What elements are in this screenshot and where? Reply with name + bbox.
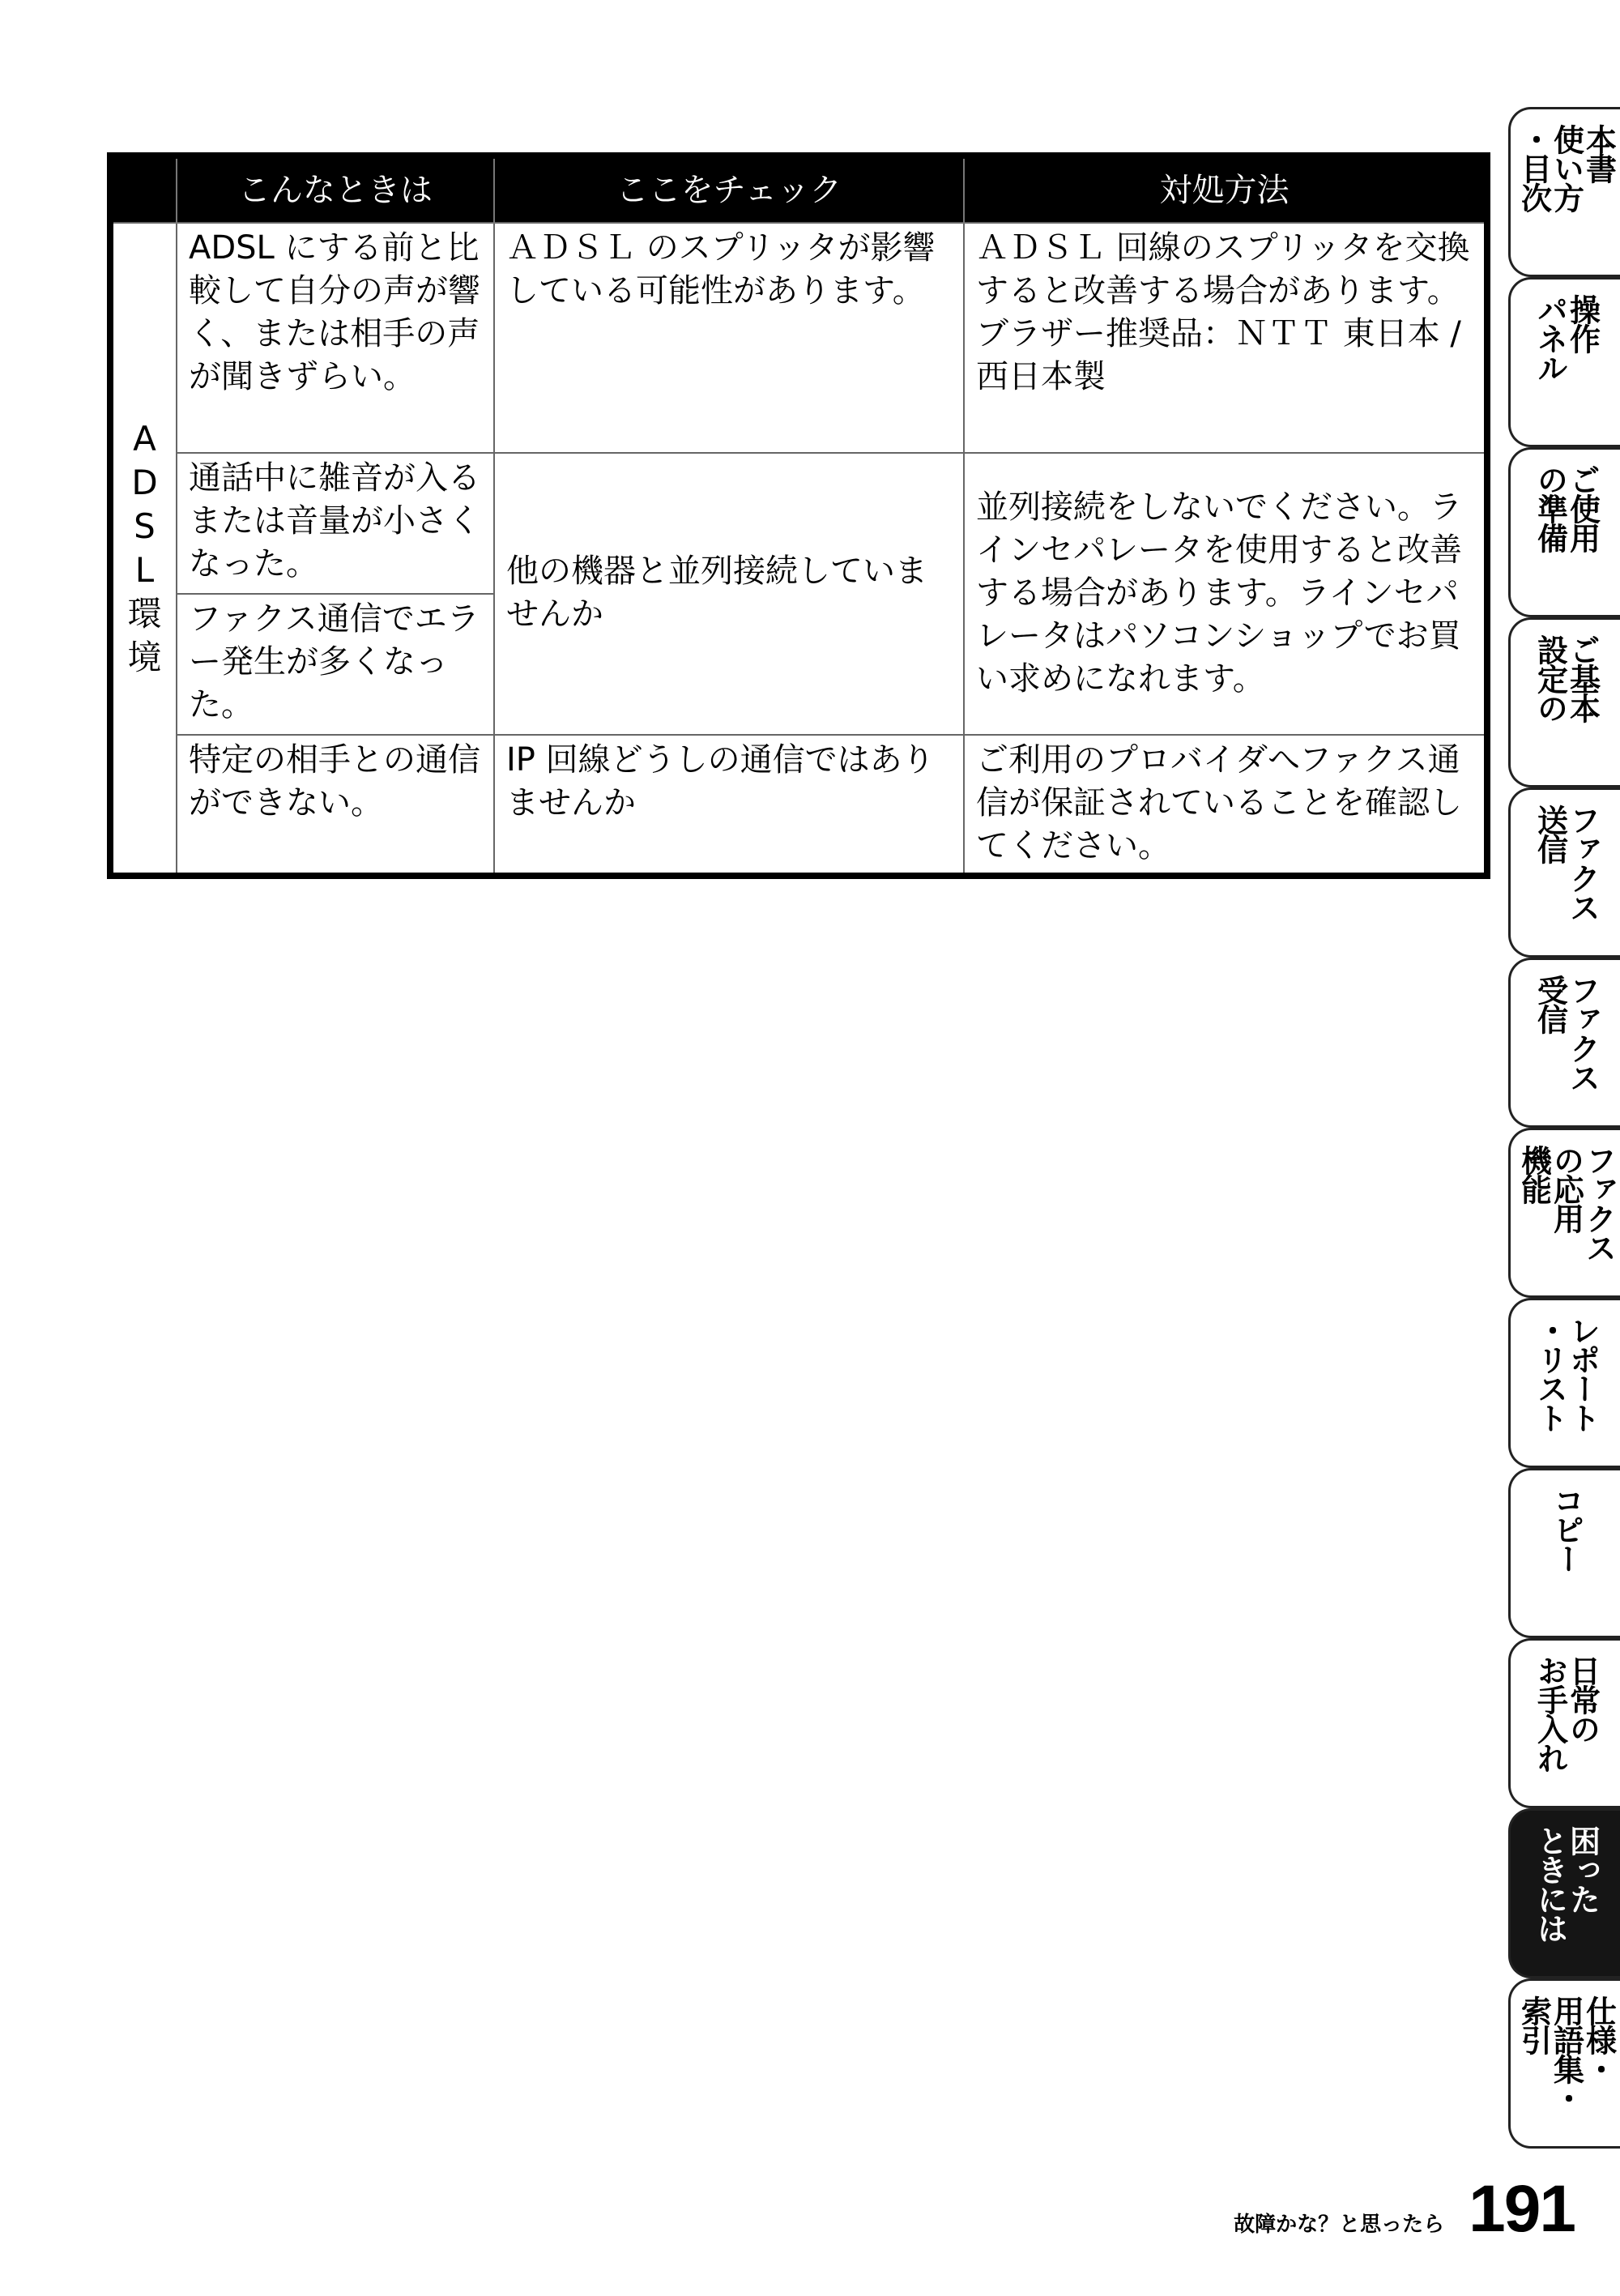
- chapter-tab[interactable]: [1508, 1808, 1620, 1978]
- chapter-tab[interactable]: [1508, 1978, 1620, 2149]
- table-row: [110, 223, 1487, 453]
- chapter-tab-label: [1518, 1995, 1615, 2112]
- chapter-tab-label-line: 送信: [1532, 804, 1568, 863]
- chapter-tab-label-line: ときには: [1532, 1825, 1568, 1942]
- page-number: 191: [1469, 2172, 1575, 2246]
- chapter-tab[interactable]: [1508, 107, 1620, 277]
- group-label-char: S: [134, 506, 156, 546]
- chapter-tab-label-line: 使い方: [1548, 124, 1584, 211]
- header-check: ここをチェック: [494, 156, 964, 223]
- chapter-tab-label-line: ご使用: [1564, 464, 1601, 552]
- header-symptom: こんなときは: [177, 156, 494, 223]
- chapter-tab-label-line: お手入れ: [1532, 1655, 1568, 1772]
- symptom-cell: ファクス通信でエラー発生が多くなった。: [177, 594, 494, 735]
- chapter-tab-label: [1534, 1655, 1599, 1772]
- chapter-tab-label-line: の応用: [1548, 1145, 1584, 1232]
- chapter-tab-label: [1534, 975, 1599, 1091]
- chapter-tab-label-line: 設定の: [1532, 634, 1568, 722]
- header-remedy: 対処方法: [964, 156, 1487, 223]
- chapter-tab-label-line: 操作: [1564, 294, 1601, 352]
- chapter-tab-label-line: ・リスト: [1532, 1315, 1568, 1432]
- chapter-tab-label-line: ファクス: [1580, 1145, 1617, 1261]
- table-row: [110, 453, 1487, 594]
- chapter-tab-label-line: の準備: [1532, 464, 1568, 552]
- group-label-char: D: [131, 462, 158, 502]
- remedy-text: ＡＤＳＬ 回線のスプリッタを交換すると改善する場合があります。: [976, 229, 1470, 309]
- chapter-index-tabs: [1508, 107, 1620, 2149]
- header-group: [110, 156, 177, 223]
- check-cell: 他の機器と並列接続していませんか: [494, 453, 964, 735]
- group-label-char: 環: [127, 593, 162, 634]
- chapter-tab[interactable]: [1508, 787, 1620, 958]
- section-caption: 故障かな？と思ったら: [1234, 2213, 1445, 2237]
- group-label-cell: [110, 223, 177, 876]
- chapter-tab-label-line: 本書: [1580, 124, 1617, 182]
- chapter-tab-label-line: ファクス: [1564, 975, 1601, 1091]
- table-header-row: [110, 156, 1487, 223]
- chapter-tab-label: [1534, 1825, 1599, 1942]
- chapter-tab-label: [1550, 1485, 1583, 1573]
- chapter-tab[interactable]: [1508, 1128, 1620, 1298]
- group-label-char: L: [134, 549, 155, 590]
- chapter-tab-label-line: 受信: [1532, 975, 1568, 1033]
- group-label-char: A: [133, 418, 156, 459]
- remedy-cell: 並列接続をしないでください。ラインセパレータを使用すると改善する場合があります。ラインセパレータはパソコンショップでお買い求めになれます。: [964, 453, 1487, 735]
- chapter-tab[interactable]: [1508, 447, 1620, 617]
- chapter-tab-label: [1534, 634, 1599, 722]
- chapter-tab-label: [1534, 294, 1599, 382]
- group-label-char: 境: [127, 637, 162, 677]
- symptom-cell: ADSL にする前と比較して自分の声が響く、または相手の声が聞きずらい。: [177, 223, 494, 453]
- chapter-tab-label-line: ご基本: [1564, 634, 1601, 722]
- table-row: [110, 735, 1487, 876]
- chapter-tab-label-line: 困った: [1564, 1825, 1601, 1913]
- remedy-cell: ご利用のプロバイダへファクス通信が保証されていることを確認してください。: [964, 735, 1487, 876]
- chapter-tab-label: [1518, 124, 1615, 211]
- chapter-tab[interactable]: [1508, 277, 1620, 447]
- chapter-tab-label-line: パネル: [1532, 294, 1568, 382]
- chapter-tab[interactable]: [1508, 958, 1620, 1128]
- symptom-cell: 通話中に雑音が入るまたは音量が小さくなった。: [177, 453, 494, 594]
- chapter-tab-label-line: ・目次: [1516, 124, 1552, 211]
- chapter-tab[interactable]: [1508, 1638, 1620, 1808]
- chapter-tab-label-line: ファクス: [1564, 804, 1601, 921]
- chapter-tab-label-line: コピー: [1548, 1485, 1584, 1573]
- remedy-cell: [964, 223, 1487, 453]
- chapter-tab[interactable]: [1508, 1468, 1620, 1638]
- chapter-tab-label: [1534, 1315, 1599, 1432]
- chapter-tab-label: [1534, 464, 1599, 552]
- symptom-cell: 特定の相手との通信ができない。: [177, 735, 494, 876]
- chapter-tab-label: [1518, 1145, 1615, 1261]
- chapter-tab[interactable]: [1508, 617, 1620, 787]
- recommended-product-text: ブラザー推奨品：ＮＴＴ 東日本 / 西日本製: [976, 315, 1461, 395]
- page-footer: [1234, 2171, 1575, 2247]
- chapter-tab-label-line: 索引: [1516, 1995, 1552, 2054]
- chapter-tab-label: [1534, 804, 1599, 921]
- chapter-tab-label-line: 用語集・: [1548, 1995, 1584, 2112]
- chapter-tab-label-line: 機能: [1516, 1145, 1552, 1203]
- chapter-tab[interactable]: [1508, 1298, 1620, 1468]
- chapter-tab-label-line: 日常の: [1564, 1655, 1601, 1743]
- troubleshooting-table: [107, 152, 1490, 879]
- chapter-tab-label-line: 仕様・: [1580, 1995, 1617, 2083]
- chapter-tab-label-line: レポート: [1564, 1315, 1601, 1432]
- check-cell: IP 回線どうしの通信ではありませんか: [494, 735, 964, 876]
- check-cell: ＡＤＳＬ のスプリッタが影響している可能性があります。: [494, 223, 964, 453]
